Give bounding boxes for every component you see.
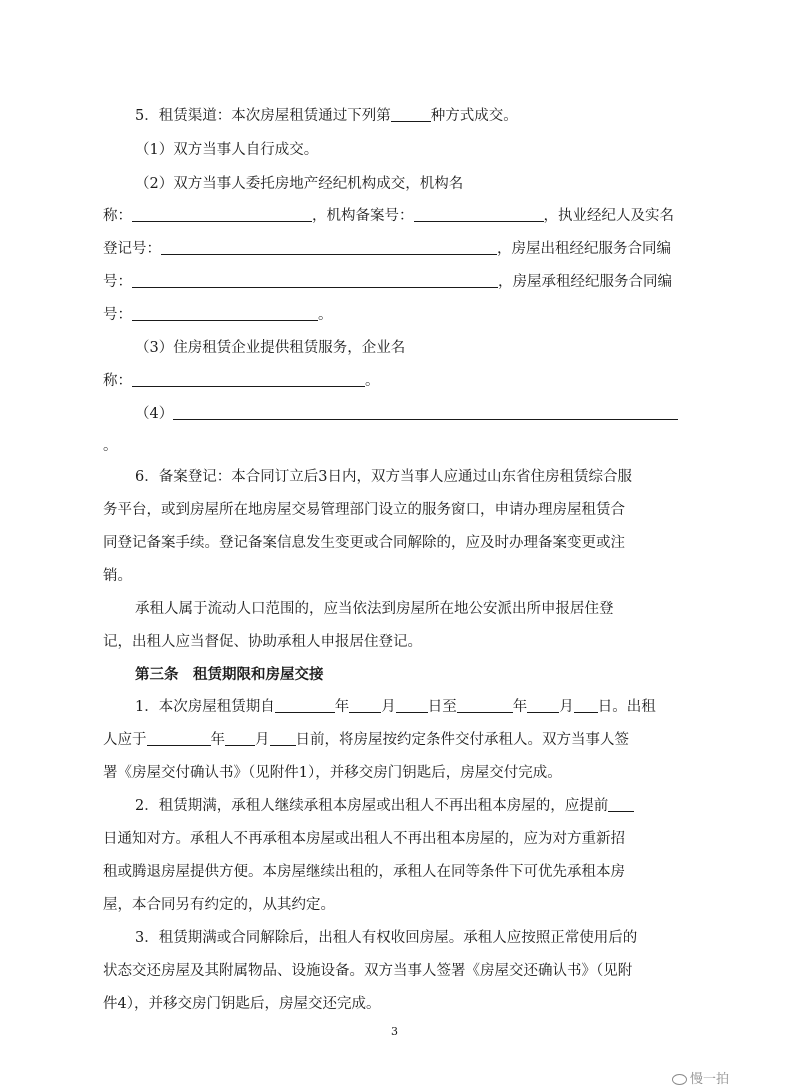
handover-date-line: 人应于 年 月 日前，将房屋按约定条件交付承租人。双方当事人签 (103, 732, 629, 748)
article3-heading: 第三条 租赁期限和房屋交接 (135, 666, 324, 683)
expiry-notice-line-4: 屋，本合同另有约定的，从其约定。 (103, 897, 335, 913)
blank-end-month[interactable] (527, 697, 559, 713)
blank-start-year[interactable] (275, 697, 335, 713)
blank-handover-year[interactable] (147, 730, 211, 746)
expiry-notice-line-3: 租或腾退房屋提供方便。本房屋继续出租的，承租人在同等条件下可优先承租本房 (103, 864, 625, 880)
blank-start-day[interactable] (396, 697, 428, 713)
section6-line-4: 销。 (103, 568, 132, 584)
handover-confirm-line: 署《房屋交付确认书》（见附件1），并移交房门钥匙后，房屋交付完成。 (103, 765, 562, 781)
lease-period-line: 1．本次房屋租赁期自 年 月 日至 年 月 日。出租 (135, 699, 656, 715)
section6-line-3: 同登记备案手续。登记备案信息发生变更或合同解除的，应及时办理备案变更或注 (103, 535, 625, 551)
lease-contract-number-line: 号： ，房屋承租经纪服务合同编 (103, 274, 672, 290)
blank-registration-number[interactable] (161, 239, 497, 255)
page-number: 3 (391, 1025, 398, 1038)
watermark: 慢一拍 (672, 1068, 729, 1087)
section6-line-2: 务平台，或到房屋所在地房屋交易管理部门设立的服务窗口，申请办理房屋租赁合 (103, 502, 625, 518)
blank-lease-contract-number[interactable] (132, 272, 498, 288)
agency-line: 称： ，机构备案号： ，执业经纪人及实名 (103, 208, 674, 224)
section5-title: 5．租赁渠道：本次房屋租赁通过下列第 种方式成交。 (135, 108, 518, 124)
option-1: （1）双方当事人自行成交。 (135, 142, 319, 158)
registration-line: 登记号： ，房屋出租经纪服务合同编 (103, 241, 671, 257)
expiry-notice-line-2: 日通知对方。承租人不再承租本房屋或出租人不再出租本房屋的，应为对方重新招 (103, 831, 625, 847)
watermark-icon (672, 1074, 687, 1085)
blank-agency-filing-number[interactable] (414, 206, 544, 222)
blank-end-year[interactable] (457, 697, 513, 713)
blank-agency-name[interactable] (132, 206, 312, 222)
section6-line-1: 6．备案登记：本合同订立后3日内，双方当事人应通过山东省住房租赁综合服 (135, 469, 632, 485)
blank-end-day[interactable] (574, 697, 598, 713)
option-2: （2）双方当事人委托房地产经纪机构成交，机构名 (135, 176, 464, 192)
enterprise-name-line: 称： 。 (103, 373, 380, 389)
section6-para2-line-1: 承租人属于流动人口范围的，应当依法到房屋所在地公安派出所申报居住登 (135, 601, 614, 617)
blank-method-number[interactable] (391, 106, 431, 122)
option-4: （4） (135, 404, 678, 424)
blank-start-month[interactable] (349, 697, 381, 713)
option-4-end: 。 (103, 438, 118, 454)
return-line-2: 状态交还房屋及其附属物品、设施设备。双方当事人签署《房屋交还确认书》（见附 (103, 963, 633, 979)
rent-contract-number-line: 号： 。 (103, 307, 333, 323)
blank-rent-contract-number[interactable] (132, 305, 318, 321)
return-line-3: 件4），并移交房门钥匙后，房屋交还完成。 (103, 996, 381, 1012)
blank-option-4[interactable] (173, 404, 678, 420)
section6-para2-line-2: 记，出租人应当督促、协助承租人申报居住登记。 (103, 634, 422, 650)
return-line-1: 3．租赁期满或合同解除后，出租人有权收回房屋。承租人应按照正常使用后的 (135, 930, 638, 946)
blank-notice-days[interactable] (608, 796, 634, 812)
option-3: （3）住房租赁企业提供租赁服务，企业名 (135, 340, 406, 356)
blank-handover-day[interactable] (270, 730, 296, 746)
expiry-notice-line-1: 2．租赁期满，承租人继续承租本房屋或出租人不再出租本房屋的，应提前 (135, 796, 634, 816)
blank-handover-month[interactable] (225, 730, 255, 746)
blank-enterprise-name[interactable] (132, 371, 365, 387)
